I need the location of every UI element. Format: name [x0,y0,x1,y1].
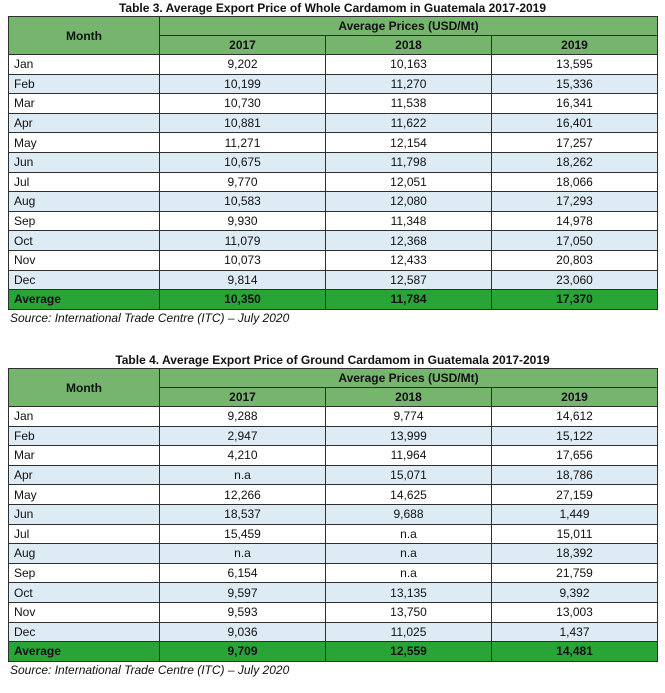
month-header: Month [9,369,160,407]
month-cell: Oct [9,583,160,603]
average-label: Average [9,642,160,662]
price-cell: 10,881 [160,113,326,133]
average-value: 10,350 [160,290,326,310]
average-value: 14,481 [492,642,658,662]
price-cell: 10,583 [160,192,326,212]
month-cell: Jan [9,55,160,75]
year-header: 2019 [492,36,658,55]
price-cell: 12,080 [326,192,492,212]
prices-header: Average Prices (USD/Mt) [160,369,658,388]
price-cell: 6,154 [160,563,326,583]
price-cell: 17,257 [492,133,658,153]
price-cell: 11,079 [160,231,326,251]
price-cell: 17,050 [492,231,658,251]
price-cell: 11,622 [326,113,492,133]
month-cell: Apr [9,465,160,485]
price-cell: 18,537 [160,504,326,524]
price-cell: 10,163 [326,55,492,75]
average-label: Average [9,290,160,310]
table-row [9,622,658,642]
month-cell: Jun [9,152,160,172]
price-cell: 15,459 [160,524,326,544]
table-3-body [9,55,658,310]
average-value: 12,559 [326,642,492,662]
table-row [9,94,658,114]
price-cell: 16,341 [492,94,658,114]
price-cell: 21,759 [492,563,658,583]
price-cell: 15,071 [326,465,492,485]
price-cell: 2,947 [160,426,326,446]
price-cell: 14,625 [326,485,492,505]
price-cell: 13,003 [492,602,658,622]
table-row [9,152,658,172]
table-row [9,192,658,212]
price-cell: 13,750 [326,602,492,622]
price-cell: 12,368 [326,231,492,251]
price-cell: 27,159 [492,485,658,505]
table-row [9,524,658,544]
table-4-title: Table 4. Average Export Price of Ground Cardamom in Guatemala 2017-2019 [115,353,550,367]
table-row [9,270,658,290]
table-row [9,602,658,622]
price-cell: 14,612 [492,407,658,427]
price-cell: 12,051 [326,172,492,192]
price-cell: 15,011 [492,524,658,544]
table-row [9,74,658,94]
table-row [9,172,658,192]
price-cell: 11,348 [326,211,492,231]
month-cell: Dec [9,270,160,290]
table-row [9,426,658,446]
price-cell: 11,025 [326,622,492,642]
price-cell: 9,930 [160,211,326,231]
month-cell: Dec [9,622,160,642]
year-header: 2017 [160,388,326,407]
price-cell: 9,392 [492,583,658,603]
price-cell: 14,978 [492,211,658,231]
table-4 [8,368,658,662]
price-cell: 11,798 [326,152,492,172]
table-row [9,583,658,603]
price-cell: 9,688 [326,504,492,524]
price-cell: 9,288 [160,407,326,427]
table-4-block [8,352,657,678]
prices-header: Average Prices (USD/Mt) [160,17,658,36]
table-row [9,55,658,75]
table-row [9,544,658,564]
month-cell: Mar [9,446,160,466]
price-cell: 11,964 [326,446,492,466]
month-cell: May [9,485,160,505]
table-row [9,231,658,251]
price-cell: 13,135 [326,583,492,603]
price-cell: 12,587 [326,270,492,290]
price-cell: 16,401 [492,113,658,133]
price-cell: 9,774 [326,407,492,427]
table-row [9,504,658,524]
table-row [9,211,658,231]
average-value: 9,709 [160,642,326,662]
table-row [9,485,658,505]
month-cell: Aug [9,192,160,212]
table-4-body [9,407,658,662]
average-value: 17,370 [492,290,658,310]
price-cell: 10,675 [160,152,326,172]
month-cell: Nov [9,602,160,622]
price-cell: 17,293 [492,192,658,212]
price-cell: 10,730 [160,94,326,114]
price-cell: 9,814 [160,270,326,290]
month-cell: Aug [9,544,160,564]
price-cell: 13,999 [326,426,492,446]
price-cell: 11,270 [326,74,492,94]
price-cell: n.a [160,465,326,485]
year-header: 2019 [492,388,658,407]
month-cell: Feb [9,426,160,446]
year-header: 2018 [326,36,492,55]
month-cell: Feb [9,74,160,94]
price-cell: 10,199 [160,74,326,94]
table-row [9,133,658,153]
price-cell: 11,271 [160,133,326,153]
month-cell: Apr [9,113,160,133]
price-cell: 1,449 [492,504,658,524]
price-cell: 15,122 [492,426,658,446]
month-cell: Sep [9,211,160,231]
month-header: Month [9,17,160,55]
month-cell: Oct [9,231,160,251]
table-4-source: Source: International Trade Centre (ITC) – July 2020 [10,662,290,677]
price-cell: 13,595 [492,55,658,75]
month-cell: May [9,133,160,153]
price-cell: 18,392 [492,544,658,564]
price-cell: 9,036 [160,622,326,642]
price-cell: 17,656 [492,446,658,466]
table-3-block [8,0,657,326]
table-3 [8,16,658,310]
table-row [9,113,658,133]
price-cell: 1,437 [492,622,658,642]
price-cell: 15,336 [492,74,658,94]
price-cell: 20,803 [492,250,658,270]
average-row [9,290,658,310]
price-cell: n.a [160,544,326,564]
price-cell: n.a [326,524,492,544]
table-3-title: Table 3. Average Export Price of Whole Cardamom in Guatemala 2017-2019 [118,1,547,15]
price-cell: 18,066 [492,172,658,192]
year-header: 2018 [326,388,492,407]
month-cell: Sep [9,563,160,583]
table-row [9,446,658,466]
month-cell: Jun [9,504,160,524]
average-row [9,642,658,662]
average-value: 11,784 [326,290,492,310]
price-cell: 4,210 [160,446,326,466]
year-header: 2017 [160,36,326,55]
price-cell: 9,770 [160,172,326,192]
price-cell: n.a [326,563,492,583]
price-cell: n.a [326,544,492,564]
table-row [9,407,658,427]
price-cell: 12,266 [160,485,326,505]
price-cell: 18,786 [492,465,658,485]
table-row [9,563,658,583]
price-cell: 9,202 [160,55,326,75]
month-cell: Mar [9,94,160,114]
price-cell: 11,538 [326,94,492,114]
table-row [9,250,658,270]
price-cell: 18,262 [492,152,658,172]
price-cell: 12,154 [326,133,492,153]
price-cell: 10,073 [160,250,326,270]
month-cell: Jan [9,407,160,427]
price-cell: 23,060 [492,270,658,290]
price-cell: 12,433 [326,250,492,270]
price-cell: 9,597 [160,583,326,603]
table-row [9,465,658,485]
price-cell: 9,593 [160,602,326,622]
table-3-source: Source: International Trade Centre (ITC) – July 2020 [10,310,290,325]
month-cell: Nov [9,250,160,270]
month-cell: Jul [9,172,160,192]
month-cell: Jul [9,524,160,544]
